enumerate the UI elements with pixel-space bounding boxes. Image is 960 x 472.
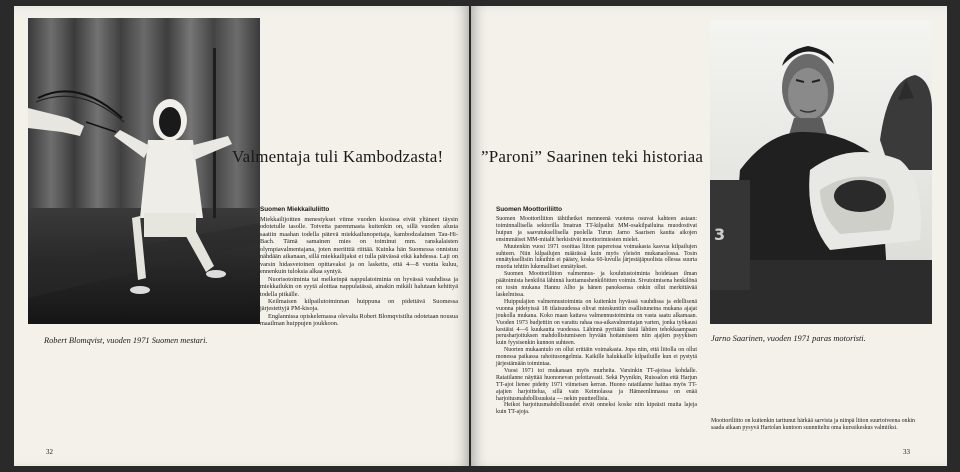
page-number: 32 <box>46 448 53 456</box>
paragraph: Englannissa opiskelemassa olevalta Robert Blomqvistilta odotetaan nousua maailman huippujen joukkoon. <box>260 312 458 328</box>
closing-paragraph: Moottoriliitto on kuitenkin tarttunut härkää sarvista ja niinpä liiton suurtoiveena onkin saada aikaan pysyvä Hartolan kuntoon suunniteltu oma kurssikeskus valmiiksi. <box>711 418 915 431</box>
motorcyclist-photo <box>710 20 932 324</box>
paragraph: Huippulajien valmennustoiminta on kuitenkin hyvässä vauhdissa ja edellisenä vuonna pidetyissä 18 tilaisuudessa olivat mieskuntiin osallistuneina mukana ajajat joukolla mukana. Koko maan kattava valmennustoiminta on vasta saatu alkamaan. Vuoden 1973 budjettiin on varattu rahaa osa-aikavalmentajan varten, jonka työkausi kestäisi 4—6 kuukautta vuodessa. Lähinnä pyritään tästä lähtien tehokkaampaan perusharjoituksen mahdollistumiseen hyvään hoitamiseen niin ajajien psyykisen kuin fyysisenkin kunnon suhteen. <box>496 298 697 347</box>
article-title: Valmentaja tuli Kambodzasta! <box>232 147 444 166</box>
paragraph: Muutenkin vuosi 1971 osoittaa liiton papereissa voimakasta kasvua kilpailujen suhteen. Niin kilpailujen määrässä kuin myös yleisön mukanaolossa. Tosin ennätyksellisiin lukuihin ei päästy, koska 60-luvulla järjestäjäpuolista ollessa suurta muotia tehtiin lukemalliset ennätykset. <box>496 243 697 271</box>
fencer-photo <box>28 18 260 324</box>
paragraph: Suomen Moottoriliiton tähtihetket menneenä vuotena osuvat kahteen asiaan: toiminnallisella sektorilla Imatran TT-kilpailut MM-osakilpailuina muodostivat huipun ja saavutuksellisella puolella Turun Jarno Saarisen kautta aikojen ensimmäiset MM-mitalit herkistivät moottorimiesten mielet. <box>496 216 697 243</box>
article-title: ”Paroni” Saarinen teki historiaa <box>481 147 704 166</box>
article-body <box>260 216 458 328</box>
paragraph: Heikot harjoitusmahdollisuudet eivät onneksi koske niin kipeästi muita lajeja kuin TT-ajoja. <box>496 402 697 416</box>
paragraph: Nuorten mukaantulo on ollut erittäin voimakasta. Jopa niin, että liitolla on ollut monessa paikassa rahoitusongelmia. Kaikille halukkaille kilpailuille kun ei pystytä järjestämään toimintaa. <box>496 347 697 368</box>
svg-text:3: 3 <box>714 225 726 244</box>
left-page <box>14 6 469 466</box>
paragraph: Vuosi 1971 toi mukanaan myös murheita. Varsinkin TT-ajoissa kohdalle. Ratatilanne näyttää huononevan pelottavasti. Sekä Pyynikin, Ruissalon että Harjun TT-ajot lienee pidetty 1971 viimeisen kerran. Huono ratatilanne haittaa myös TT-ajajien harjoittelua, sillä vain Keimolassa ja Hämeenlinnassa on enää harjoitusmahdollisuuksia — nekin puutteellisia. <box>496 367 697 402</box>
section-label: Suomen Miekkailuliitto <box>260 206 330 213</box>
paragraph: Nuorisotoiminta tai melkeinpä nappulatoiminta on hyvässä vauhdissa ja miekkailukin on syytä aloittaa nappulaiässä, ainakin mikäli halutaan kehittyä todella pitkälle. <box>260 275 458 298</box>
article-body <box>496 216 697 416</box>
photo-caption: Robert Blomqvist, vuoden 1971 Suomen mestari. <box>44 336 208 346</box>
section-label: Suomen Moottoriliitto <box>496 206 563 213</box>
page-number: 33 <box>903 448 910 456</box>
right-page <box>471 6 947 466</box>
photo-caption: Jarno Saarinen, vuoden 1971 paras motoristi. <box>711 334 866 344</box>
paragraph: Keilmaisen kilpailutoiminnan huippuna on pidettävä Suomessa järjestettyjä PM-kisoja. <box>260 297 458 313</box>
paragraph: Suomen Moottoriliiton valmennus- ja koulutustoiminta hoidetaan ilman päätoimista henkilöä lähinnä luottamushenkilöitten voimin. Sivutoimisena henkilönä on tosin mukana Hannu Alho ja hänen panoksensa onkin ollut merkittävää laskelmissa. <box>496 271 697 298</box>
paragraph: Miekkailijoitten menestykset viime vuoden kisoissa eivät yltäneet täysin odotetulle tasolle. Toivetta paremmasta kuitenkin on, sillä vuoden alusta saatiin maahan todella pätevä miekkailunopettaja, kambodzalainen Tau-Hi-Bach. Tämä samainen mies on toiminut mm. ranskalaisten olympiavalmentajana, joten meriittiä riittää. Kuinka hän Suomessa onnistuu nähdään aikanaan, sillä miekkailijaksi ei tulla päivässä eikä kahdessa. Laji on varsin hidasvetoinen opittavaksi ja on laskettu, että 4—8 vuotta kuluu, ennenkuin tuloksia alkaa syntyä. <box>260 216 458 276</box>
